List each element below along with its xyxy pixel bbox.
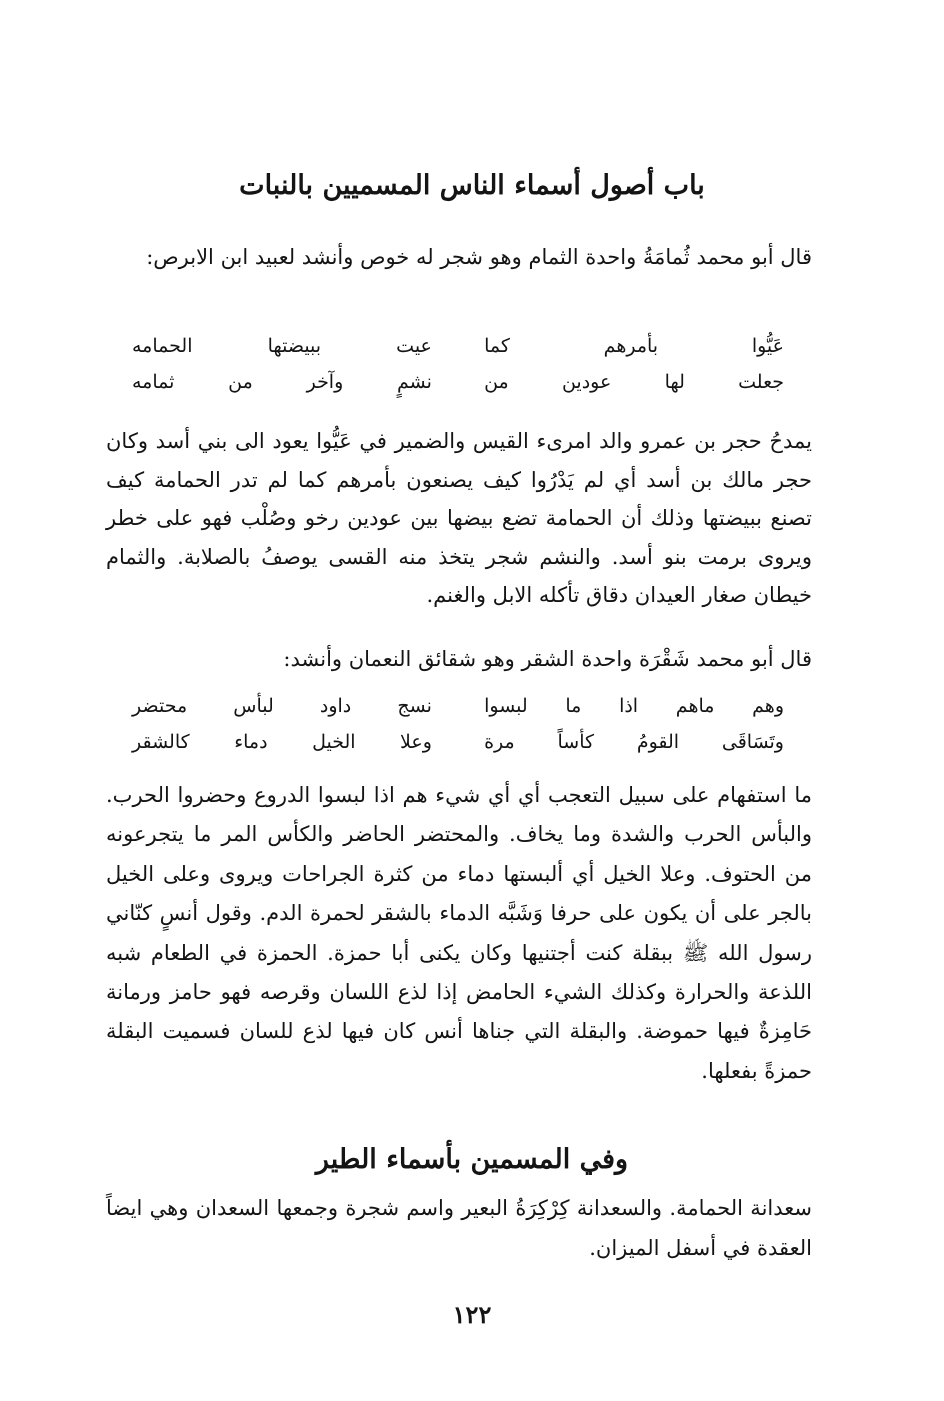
poem-verse-1: [132, 328, 784, 400]
commentary-paragraph-2: ما استفهام على سبيل التعجب أي أي شيء هم اذا لبسوا الدروع وحضروا الحرب. والبأس الحرب والشدة وما يخاف. والمحتضر الحاضر والكأس المر ما يتجرعونه من الحتوف. وعلا الخيل أي ألبستها دماء من كثرة الجراحات ويروى وعلى الخيل بالجر على أن يكون على حرفا وَشَبَّه الدماء بالشقر لحمرة الدم. وقول أنسٍ كنّاني رسول الله ﷺ ببقلة كنت أجتنيها وكان يكنى أبا حمزة. الحمزة في الطعام شبه اللذعة والحرارة وكذلك الشيء الحامض إذا لذع اللسان وقرصه فهو حامز ورمانة حَامِزةٌ فيها حموضة. والبقلة التي جناها أنس كان فيها لذع للسان فسميت البقلة حمزةً بفعلها.: [106, 783, 812, 1083]
verse-line: [132, 364, 784, 400]
section-title: باب أصول أسماء الناس المسميين بالنبات: [239, 170, 705, 201]
section2-paragraph: سعدانة الحمامة. والسعدانة كِرْكِرَةُ البعير واسم شجرة وجمعها السعدان وهي ايضاً العقدة في أسفل الميزان.: [106, 1196, 812, 1260]
verse-first-half: عَيُّوا بأمرهم كما: [484, 335, 784, 357]
section-subtitle: وفي المسمين بأسماء الطير: [315, 1144, 629, 1175]
verse-line: [132, 328, 784, 364]
verse-line: [132, 688, 784, 724]
verse-first-half: جعلت لها عودين من: [484, 371, 784, 393]
page-number: ١٢٢: [452, 1300, 492, 1329]
poem-verse-2: [132, 688, 784, 760]
verse-second-half: نسج داود لبأس محتضر: [132, 695, 432, 717]
verse-second-half: نشمٍ وآخر من ثمامه: [132, 371, 432, 393]
intro-paragraph: قال أبو محمد ثُمامَةُ واحدة الثمام وهو شجر له خوص وأنشد لعبيد ابن الابرص:: [146, 245, 812, 269]
verse-line: [132, 724, 784, 760]
commentary-paragraph: يمدحُ حجر بن عمرو والد امرىء القيس والضمير في عَيُّوا يعود الى بني أسد وكان حجر مالك بن أسد أي لم يَدْرُوا كيف يصنعون بأمرهم كما لم تدر الحمامة كيف تصنع ببيضتها وذلك أن الحمامة تضع بيضها بين عودين رخو وصُلْب فهو على خطر ويروى برمت بنو أسد. والنشم شجر يتخذ منه القسى يوصفُ بالصلابة. والثمام خيطان صغار العيدان دقاق تأكله الابل والغنم.: [106, 429, 812, 608]
verse-first-half: وتَسَاقَى القومُ كأساً مرة: [484, 731, 784, 753]
verse-second-half: وعلا الخيل دماء كالشقر: [132, 731, 432, 753]
verse-first-half: وهم ماهم اذا ما لبسوا: [484, 695, 784, 717]
intro-paragraph-2: قال أبو محمد شَقْرَة واحدة الشقر وهو شقائق النعمان وأنشد:: [283, 647, 812, 671]
verse-second-half: عيت ببيضتها الحمامه: [132, 335, 432, 357]
